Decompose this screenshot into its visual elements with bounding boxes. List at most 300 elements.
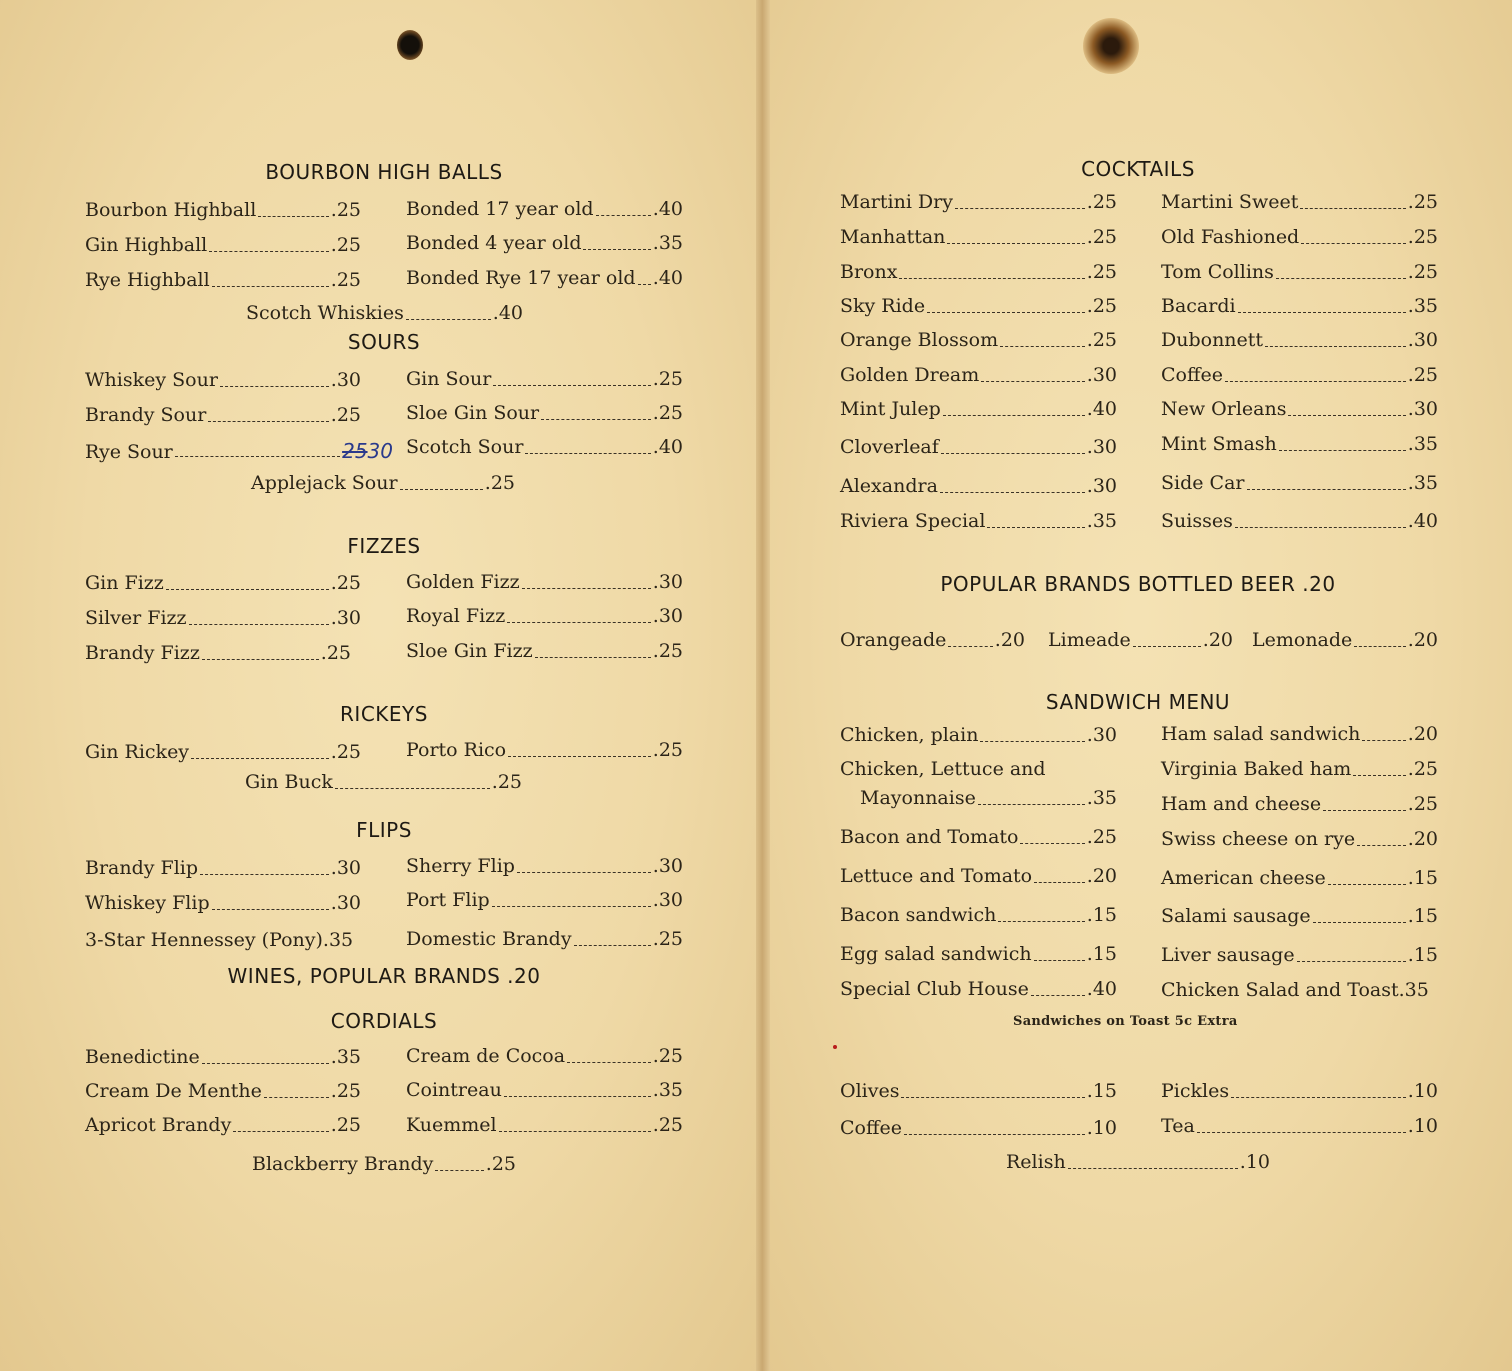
dot-leader [202,658,319,660]
item-price: .25 [652,1045,683,1067]
item-price: .40 [652,267,683,289]
item-price: .25 [330,1114,361,1136]
bourbon-heading: BOURBON HIGH BALLS [265,160,503,184]
item-name: Gin Highball [85,234,208,256]
item-price: .35 [1086,510,1117,532]
dot-leader [567,1061,651,1063]
item-price: .25 [1086,826,1117,848]
menu-item [840,826,1117,852]
item-name: Sherry Flip [406,855,515,877]
item-name: Tea [1161,1115,1195,1137]
item-price: .15 [1407,944,1438,966]
center-fold [756,0,770,1371]
menu-item [406,928,683,954]
dot-leader [1225,380,1406,382]
dot-leader [981,380,1085,382]
item-name: Pickles [1161,1080,1230,1102]
dot-leader [1068,1167,1238,1169]
item-price: .30 [1407,398,1438,420]
dot-leader [202,1062,329,1064]
item-name: Orange Blossom [840,329,999,351]
item-name: Bonded 4 year old [406,232,582,254]
menu-item [1161,295,1438,321]
item-name: Benedictine [85,1046,200,1068]
menu-item [1161,329,1438,355]
item-price: .25 [330,269,361,291]
item-name: Mint Julep [840,398,941,420]
item-price: .40 [1086,398,1117,420]
item-name: Apricot Brandy [85,1114,232,1136]
fizzes-heading: FIZZES [347,534,421,558]
item-name: Bonded Rye 17 year old [406,267,636,289]
item-name: Mayonnaise [860,787,976,809]
dot-leader [1354,645,1405,647]
item-price: .30 [652,605,683,627]
item-name: Royal Fizz [406,605,506,627]
item-price: .10 [1086,1117,1117,1139]
item-name: Sloe Gin Fizz [406,640,533,662]
dot-leader [200,873,329,875]
item-price: .35 [652,232,683,254]
item-price: .25 [652,402,683,424]
item-price: .25 [1086,226,1117,248]
dot-leader [400,488,483,490]
menu-item [406,889,683,915]
item-name: Scotch Whiskies [246,302,404,324]
item-name: Gin Sour [406,368,492,390]
dot-leader [1020,842,1084,844]
item-name: Egg salad sandwich [840,943,1032,965]
menu-item [85,1080,361,1106]
menu-item [406,1045,683,1071]
item-name: Brandy Flip [85,857,199,879]
item-name: Mint Smash [1161,433,1277,455]
menu-item [1161,723,1438,749]
item-price: .35 [322,929,354,951]
dot-leader [574,944,651,946]
item-price: .25 [652,1114,683,1136]
item-price: .35 [1086,787,1117,809]
menu-item [840,329,1117,355]
item-name: American cheese [1161,867,1326,889]
item-price: .30 [1086,364,1117,386]
dot-leader [998,920,1084,922]
item-price: .10 [1407,1080,1438,1102]
menu-item [1161,979,1438,1005]
dot-leader [535,656,651,658]
item-name: Lemonade [1252,629,1353,651]
item-price: .25 [1086,261,1117,283]
item-name: Bourbon Highball [85,199,257,221]
wines-heading: WINES, POPULAR BRANDS .20 [227,964,541,988]
item-price: .40 [652,198,683,220]
menu-item [840,191,1117,217]
dot-leader [1288,414,1405,416]
item-price: .20 [1407,723,1438,745]
dot-leader [492,905,651,907]
item-price: .25 [652,928,683,950]
item-name: Bacon and Tomato [840,826,1019,848]
menu-item [840,978,1117,1004]
item-price: .15 [1407,905,1438,927]
menu-item [406,571,683,597]
item-name: Dubonnett [1161,329,1264,351]
item-name: Port Flip [406,889,490,911]
menu-item [1252,629,1438,655]
item-price: .25 [330,741,361,763]
menu-item [1161,944,1438,970]
item-price: .25 [652,368,683,390]
dot-leader [1000,345,1085,347]
old-price: 25 [342,439,368,463]
item-price: .25 [1407,191,1438,213]
menu-item [85,642,351,668]
item-price: .25 [491,771,522,793]
item-name: Rye Sour [85,441,173,463]
menu-item [406,855,683,881]
dot-leader [1279,449,1406,451]
item-name: Gin Rickey [85,741,190,763]
item-name: Porto Rico [406,739,507,761]
item-name: Chicken Salad and Toast [1161,979,1399,1001]
menu-item [1048,629,1233,655]
dot-leader [264,1096,329,1098]
item-price: .25 [1086,191,1117,213]
menu-item [85,199,361,225]
item-name: Alexandra [840,475,938,497]
item-price: .15 [1086,904,1117,926]
item-name: Ham and cheese [1161,793,1322,815]
menu-item [406,267,683,293]
item-price: .30 [330,369,361,391]
menu-item [1161,226,1438,252]
item-price: .25 [330,572,361,594]
menu-item [406,739,683,765]
menu-item [406,402,683,428]
dot-leader [1297,960,1406,962]
dot-leader [508,755,651,757]
item-name: Brandy Fizz [85,642,200,664]
item-name: Side Car [1161,472,1245,494]
dot-leader [209,250,329,252]
dot-leader [987,526,1084,528]
item-name: Martini Sweet [1161,191,1299,213]
dot-leader [947,242,1084,244]
item-name: Swiss cheese on rye [1161,828,1356,850]
item-name: Chicken, plain [840,724,979,746]
menu-item [1161,510,1438,536]
burn-mark [1083,18,1139,74]
item-price: .30 [1086,436,1117,458]
dot-leader [220,385,329,387]
dot-leader [1247,488,1406,490]
item-name: Sloe Gin Sour [406,402,540,424]
item-name: Cointreau [406,1079,502,1101]
item-price: .25 [330,199,361,221]
item-price: .25 [1086,329,1117,351]
item-price: .35 [1407,433,1438,455]
item-price: .20 [1407,629,1438,651]
item-name: Orangeade [840,629,947,651]
menu-item [85,892,361,918]
menu-item [840,261,1117,287]
dot-leader [499,1130,651,1132]
menu-item-centered [1006,1151,1270,1177]
sandwich-note: Sandwiches on Toast 5c Extra [1013,1014,1238,1029]
menu-item [1161,793,1438,819]
menu-item [85,269,361,295]
item-price: .25 [652,640,683,662]
menu-item-line1: Chicken, Lettuce and [840,758,1046,780]
menu-item [1161,261,1438,287]
item-name: Ham salad sandwich [1161,723,1361,745]
menu-item [1161,364,1438,390]
item-name: Golden Dream [840,364,980,386]
dot-leader [166,588,329,590]
cordials-heading: CORDIALS [330,1009,438,1033]
item-name: Liver sausage [1161,944,1295,966]
menu-item [1161,191,1438,217]
dot-leader [1238,311,1406,313]
item-price: .20 [1202,629,1233,651]
menu-item [840,629,1025,655]
dot-leader [904,1133,1085,1135]
menu-item [406,1114,683,1140]
item-price: .25 [1407,793,1438,815]
item-price: .30 [652,889,683,911]
menu-item [840,436,1117,462]
item-name: Special Club House [840,978,1029,1000]
dot-leader [943,414,1085,416]
item-price: .15 [1086,943,1117,965]
item-price: .25 [1086,295,1117,317]
dot-leader [1353,774,1405,776]
dot-leader [507,621,651,623]
item-price: .30 [652,571,683,593]
dot-leader [517,871,651,873]
item-name: Cream De Menthe [85,1080,262,1102]
menu-item-centered [252,1153,516,1179]
menu-item [1161,867,1438,893]
item-price: .10 [1239,1151,1270,1173]
menu-item-centered [245,771,522,797]
item-price: .35 [652,1079,683,1101]
menu-item [840,510,1117,536]
menu-item [840,475,1117,501]
cocktails-heading: COCKTAILS [1081,157,1195,181]
dot-leader [191,757,329,759]
item-price: .25 [1407,364,1438,386]
item-name: Scotch Sour [406,436,524,458]
menu-item [840,904,1117,930]
menu-item [85,369,361,395]
menu-item [406,232,683,258]
menu-item [85,404,361,430]
menu-item [85,572,361,598]
dot-leader [335,787,490,789]
item-price: .25 [320,642,351,664]
menu-item [840,1117,1117,1143]
dot-leader [1323,809,1406,811]
item-price: .25 [485,1153,516,1175]
dot-leader [208,420,328,422]
menu-item [85,929,361,955]
item-price: .20 [1086,865,1117,887]
dot-leader [541,418,651,420]
item-name: Golden Fizz [406,571,520,593]
item-name: Suisses [1161,510,1233,532]
item-price: .40 [652,436,683,458]
item-price: .40 [1407,510,1438,532]
dot-leader [940,491,1085,493]
menu-item [860,787,1117,813]
dot-leader [1276,277,1406,279]
item-name: Lettuce and Tomato [840,865,1033,887]
item-name: Bacon sandwich [840,904,997,926]
dot-leader [258,215,328,217]
item-name: Whiskey Flip [85,892,210,914]
item-name: Olives [840,1080,900,1102]
item-name: Riviera Special [840,510,986,532]
item-name: Kuemmel [406,1114,497,1136]
item-name: Coffee [1161,364,1223,386]
menu-item-centered [251,472,515,498]
item-price: .25 [1407,758,1438,780]
menu-item-centered [246,302,523,328]
dot-leader [596,214,651,216]
sandwich-heading: SANDWICH MENU [1045,690,1231,714]
dot-leader [955,207,1085,209]
dot-leader [1031,994,1085,996]
dot-leader [901,1096,1084,1098]
menu-item [840,364,1117,390]
menu-item [85,1046,361,1072]
menu-item [1161,828,1438,854]
dot-leader [899,277,1084,279]
menu-item [85,607,361,633]
sours-heading: SOURS [347,330,421,354]
item-price: .20 [994,629,1025,651]
menu-item [406,640,683,666]
menu-item [85,234,361,260]
dot-leader [522,587,651,589]
item-name: Blackberry Brandy [252,1153,434,1175]
menu-item [1161,905,1438,931]
menu-item [406,368,683,394]
item-name: Gin Fizz [85,572,164,594]
menu-item [85,1114,361,1140]
dot-leader [493,384,650,386]
item-name: Cloverleaf [840,436,939,458]
item-name: Bacardi [1161,295,1236,317]
item-price: .30 [1086,475,1117,497]
dot-leader [980,740,1084,742]
item-price [342,439,393,463]
dot-leader [1362,739,1405,741]
item-name: Manhattan [840,226,946,248]
menu-item [840,295,1117,321]
item-price: .25 [330,1080,361,1102]
item-name: Rye Highball [85,269,210,291]
menu-item [840,865,1117,891]
dot-leader [638,283,651,285]
item-name: Virginia Baked ham [1161,758,1352,780]
item-name: Coffee [840,1117,902,1139]
dot-leader [1301,242,1406,244]
item-name: Whiskey Sour [85,369,218,391]
item-name: Gin Buck [245,771,333,793]
item-price: .30 [1407,329,1438,351]
item-price: .25 [1407,226,1438,248]
item-name: New Orleans [1161,398,1287,420]
item-price: .15 [1086,1080,1117,1102]
dot-leader [941,452,1085,454]
dot-leader [948,645,992,647]
item-name: Relish [1006,1151,1066,1173]
menu-item [840,226,1117,252]
dot-leader [406,318,491,320]
menu-item [406,1079,683,1105]
item-price: .30 [1086,724,1117,746]
menu-item [85,741,361,767]
item-price: .10 [1407,1115,1438,1137]
item-price: .15 [1407,867,1438,889]
dot-leader [1235,526,1406,528]
item-name: Salami sausage [1161,905,1311,927]
item-name: Old Fashioned [1161,226,1300,248]
item-name: Brandy Sour [85,404,207,426]
menu-item [406,436,683,462]
item-name: Limeade [1048,629,1131,651]
dot-leader [927,311,1085,313]
item-name: Silver Fizz [85,607,187,629]
dot-leader [212,908,329,910]
dot-leader [175,455,340,457]
item-name: Bronx [840,261,898,283]
menu-item [1161,433,1438,459]
dot-leader [1034,959,1085,961]
menu-item [840,398,1117,424]
dot-leader [1034,881,1085,883]
dot-leader [1265,345,1406,347]
menu-item [406,605,683,631]
menu-item [1161,472,1438,498]
dot-leader [1197,1131,1406,1133]
item-name: Tom Collins [1161,261,1274,283]
item-price: .25 [484,472,515,494]
item-price: .35 [1398,979,1429,1001]
dot-leader [1300,207,1405,209]
item-price: .25 [652,739,683,761]
item-price: .25 [1407,261,1438,283]
item-price: .35 [1407,472,1438,494]
dot-leader [1328,883,1406,885]
rickeys-heading: RICKEYS [340,702,428,726]
dot-leader [1313,921,1406,923]
item-name: Cream de Cocoa [406,1045,566,1067]
dot-leader [189,623,329,625]
item-price: .25 [330,234,361,256]
dot-leader [1357,844,1406,846]
dot-leader [233,1130,328,1132]
item-price: .25 [330,404,361,426]
menu-item [1161,1115,1438,1141]
dot-leader [525,452,650,454]
item-price: .30 [330,607,361,629]
handwritten-price: 30 [367,439,393,463]
ink-speck [833,1045,837,1049]
menu-item [1161,1080,1438,1106]
